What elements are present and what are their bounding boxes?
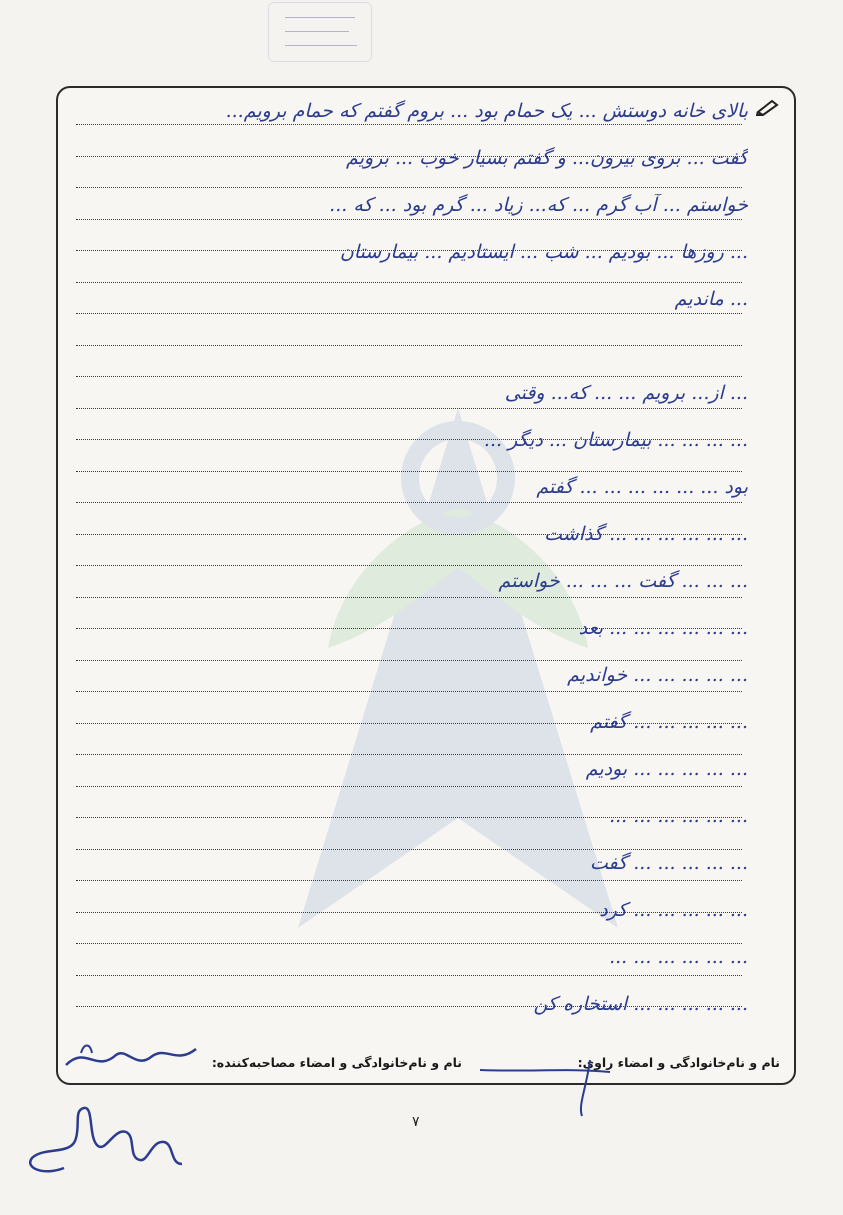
handwritten-line: ... از... برویم ... ... که... وقتی	[504, 382, 748, 404]
handwritten-line: ... ... ... ... بیمارستان ... دیگر ...	[483, 429, 748, 451]
handwritten-line: ... ... ... ... ... ...	[609, 946, 748, 968]
handwritten-line: ... ... ... ... ... گفت	[589, 852, 748, 874]
handwritten-line: بالای خانه دوستش ... یک حمام بود ... بروم گفتم که حمام برویم...	[225, 100, 748, 122]
handwritten-line: ... روزها ... بودیم ... شب ... ایستادیم ... بیمارستان	[339, 241, 748, 263]
interviewer-signature	[470, 1050, 670, 1120]
handwritten-line: ... ماندیم	[674, 288, 748, 310]
handwritten-line: ... ... ... ... ... ... بعد	[578, 617, 748, 639]
handwritten-line: بود ... ... ... ... ... ... گفتم	[536, 476, 748, 498]
handwritten-line: ... ... ... ... ... استخاره کن	[533, 993, 748, 1015]
narrator-signature-label: نام و نام‌خانوادگی و امضاء راوی:	[577, 1055, 780, 1070]
handwritten-line: ... ... ... گفت ... ... ... خواستم	[498, 570, 748, 592]
handwritten-line: ... ... ... ... ... بودیم	[585, 758, 748, 780]
handwritten-text	[58, 88, 794, 1083]
narrator-signature	[56, 1035, 206, 1075]
bottom-signature	[14, 1098, 214, 1188]
handwritten-line: گفت ... بروی بیرون... و گفتم بسیار خوب ... برویم	[346, 147, 748, 169]
handwritten-line: ... ... ... ... ... ...	[609, 805, 748, 827]
interviewer-signature-label: نام و نام‌خانوادگی و امضاء مصاحبه‌کننده:	[211, 1055, 462, 1070]
handwritten-line: خواستم ... آب گرم ... که... زیاد ... گرم بود ... که ...	[329, 194, 748, 216]
archive-stamp	[268, 2, 372, 62]
handwritten-line: ... ... ... ... ... گفتم	[590, 711, 748, 733]
handwritten-line	[70, 335, 748, 365]
handwritten-line: ... ... ... ... ... خواندیم	[567, 664, 748, 686]
interview-form	[56, 86, 796, 1085]
page-number: ۷	[412, 1114, 420, 1130]
handwritten-line: ... ... ... ... ... کرد	[599, 899, 748, 921]
handwritten-line: ... ... ... ... ... ... گذاشت	[544, 523, 748, 545]
